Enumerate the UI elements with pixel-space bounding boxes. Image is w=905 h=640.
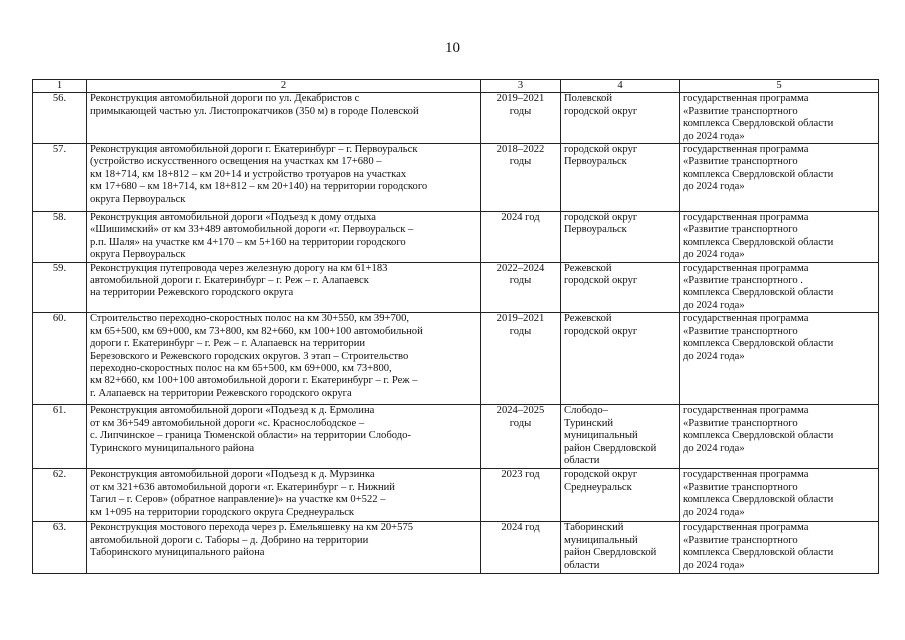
project-district-line: район Свердловской (564, 442, 657, 454)
project-description-line: Реконструкция автомобильной дороги «Подъезд к д. Ермолина (90, 405, 375, 417)
project-district-line: Режевской (564, 313, 612, 325)
project-district-line: городской округ (564, 144, 638, 156)
project-years (481, 313, 561, 405)
project-program (680, 212, 879, 263)
row-number (33, 212, 87, 263)
page-number: 10 (445, 40, 460, 56)
header-row (33, 80, 879, 93)
row-number-line: 59. (52, 262, 67, 274)
project-years-line: 2022–2024 (496, 262, 545, 274)
project-description-line: дороги г. Екатеринбург – г. Реж – г. Алапаевск на территории (90, 338, 366, 350)
table-row (33, 469, 879, 522)
project-description (87, 93, 481, 144)
table-body (33, 93, 879, 574)
project-program-line: государственная программа (683, 405, 809, 417)
project-district-line: муниципальный (564, 534, 638, 546)
project-program (680, 313, 879, 405)
project-district-line: области (564, 559, 600, 571)
project-district-line: городской округ (564, 469, 638, 481)
project-program-line: до 2024 года» (683, 559, 745, 571)
project-program-line: до 2024 года» (683, 299, 745, 311)
project-description-line: от км 321+636 автомобильной дороги «г. Екатеринбург – г. Нижний (90, 481, 395, 493)
project-program-line: государственная программа (683, 469, 809, 481)
project-description-line: Реконструкция автомобильной дороги «Подъезд к д. Мурзинка (90, 469, 375, 481)
project-description (87, 262, 481, 313)
row-number-line: 60. (52, 313, 67, 325)
project-district-line: городской округ (564, 325, 638, 337)
project-district-line: Первоуральск (564, 156, 627, 168)
project-district (561, 93, 680, 144)
project-district-line: Туринский (564, 417, 614, 429)
project-program-line: до 2024 года» (683, 181, 745, 193)
project-district-line: Режевской (564, 262, 612, 274)
project-description-line: Реконструкция мостового перехода через р. Емельяшевку на км 20+575 (90, 522, 414, 534)
project-program-line: «Развитие транспортного (683, 224, 798, 236)
project-program-line: «Развитие транспортного (683, 534, 798, 546)
column-header-5: 5 (680, 80, 879, 93)
project-program-line: комплекса Свердловской области (683, 236, 834, 248)
project-description-line: Тагил – г. Серов» (обратное направление)» на участке км 0+522 – (90, 494, 386, 506)
project-program-line: комплекса Свердловской области (683, 547, 834, 559)
column-header-4: 4 (561, 80, 680, 93)
project-program-line: государственная программа (683, 93, 809, 105)
project-district (561, 144, 680, 212)
project-program-line: государственная программа (683, 212, 809, 224)
row-number (33, 93, 87, 144)
project-program-line: «Развитие транспортного (683, 156, 798, 168)
project-description (87, 469, 481, 522)
project-description-line: г. Алапаевск на территории Режевского городского округа (90, 387, 352, 399)
row-number-line: 62. (52, 469, 67, 481)
project-description-line: Строительство переходно-скоростных полос на км 30+550, км 39+700, (90, 313, 410, 325)
row-number-line: 61. (52, 405, 67, 417)
project-program-line: до 2024 года» (683, 506, 745, 518)
project-description (87, 212, 481, 263)
column-header-2: 2 (87, 80, 481, 93)
project-program-line: до 2024 года» (683, 130, 745, 142)
table-row (33, 93, 879, 144)
project-description-line: округа Первоуральск (90, 193, 186, 205)
project-description-line: Туринского муниципального района (90, 442, 255, 454)
project-description-line: Березовского и Режевского городских округов. 3 этап – Строительство (90, 350, 409, 362)
project-description-line: км 65+500, км 69+000, км 73+800, км 82+660, км 100+100 автомобильной (90, 325, 423, 337)
project-district-line: Слободо– (564, 405, 609, 417)
project-district-line: Таборинский (564, 522, 624, 534)
project-district-line: район Свердловской (564, 547, 657, 559)
project-description-line: км 17+680 – км 18+714, км 18+812 – км 20+140) на территории городского (90, 181, 428, 193)
project-district (561, 405, 680, 469)
project-district-line: городской округ (564, 212, 638, 224)
project-program-line: комплекса Свердловской области (683, 338, 834, 350)
project-program-line: до 2024 года» (683, 442, 745, 454)
project-district (561, 469, 680, 522)
project-years-line: 2018–2022 (496, 144, 545, 156)
project-years-line: 2019–2021 (496, 313, 545, 325)
project-program-line: «Развитие транспортного . (683, 275, 803, 287)
project-years (481, 212, 561, 263)
project-description-line: (устройство искусственного освещения на участках км 17+680 – (90, 156, 382, 168)
project-district-line: городской округ (564, 275, 638, 287)
project-district (561, 262, 680, 313)
project-description-line: на территории Режевского городского округа (90, 287, 294, 299)
project-description-line: км 1+095 на территории городского округа Среднеуральск (90, 506, 355, 518)
row-number (33, 313, 87, 405)
project-years-line: годы (509, 105, 532, 117)
column-header-1: 1 (33, 80, 87, 93)
project-years-line: годы (509, 275, 532, 287)
row-number (33, 522, 87, 574)
project-years-line: годы (509, 156, 532, 168)
project-program-line: комплекса Свердловской области (683, 494, 834, 506)
column-header-3: 3 (481, 80, 561, 93)
project-years (481, 405, 561, 469)
project-district-line: Первоуральск (564, 224, 627, 236)
project-description-line: Реконструкция автомобильной дороги по ул. Декабристов с (90, 93, 360, 105)
project-program-line: комплекса Свердловской области (683, 118, 834, 130)
project-district-line: области (564, 454, 600, 466)
project-description-line: автомобильной дороги с. Таборы – д. Добрино на территории (90, 534, 369, 546)
project-district (561, 212, 680, 263)
project-description-line: переходно-скоростных полос на км 65+500, км 69+000, км 73+800, (90, 362, 392, 374)
project-program-line: государственная программа (683, 313, 809, 325)
project-description-line: «Шишимский» от км 33+489 автомобильной дороги «г. Первоуральск – (90, 224, 414, 236)
project-years-line: 2024 год (501, 522, 540, 534)
table-row (33, 144, 879, 212)
row-number-line: 58. (52, 212, 67, 224)
project-program-line: «Развитие транспортного (683, 325, 798, 337)
table-row (33, 212, 879, 263)
project-district-line: муниципальный (564, 430, 638, 442)
project-years (481, 262, 561, 313)
row-number (33, 144, 87, 212)
project-description-line: Реконструкция автомобильной дороги г. Екатеринбург – г. Первоуральск (90, 144, 418, 156)
project-description-line: р.п. Шаля» на участке км 4+170 – км 5+160 на территории городского (90, 236, 406, 248)
project-years-line: 2019–2021 (496, 93, 545, 105)
project-program (680, 469, 879, 522)
project-description-line: Таборинского муниципального района (90, 547, 265, 559)
project-district-line: Среднеуральск (564, 481, 632, 493)
project-program-line: до 2024 года» (683, 350, 745, 362)
project-years (481, 522, 561, 574)
row-number-line: 57. (52, 144, 67, 156)
project-program (680, 262, 879, 313)
project-program-line: «Развитие транспортного (683, 105, 798, 117)
project-description (87, 522, 481, 574)
table-row (33, 405, 879, 469)
row-number-line: 56. (52, 93, 67, 105)
project-program (680, 405, 879, 469)
projects-table (32, 79, 879, 574)
table-row (33, 262, 879, 313)
table-row (33, 313, 879, 405)
project-years-line: годы (509, 325, 532, 337)
project-years-line: 2024 год (501, 212, 540, 224)
project-program-line: комплекса Свердловской области (683, 168, 834, 180)
project-program-line: «Развитие транспортного (683, 417, 798, 429)
project-program (680, 144, 879, 212)
project-description-line: автомобильной дороги г. Екатеринбург – г. Реж – г. Алапаевск (90, 275, 369, 287)
row-number (33, 262, 87, 313)
project-program-line: государственная программа (683, 522, 809, 534)
project-district-line: Полевской (564, 93, 613, 105)
project-program-line: «Развитие транспортного (683, 481, 798, 493)
project-description-line: км 82+660, км 100+100 автомобильной дороги г. Екатеринбург – г. Реж – (90, 375, 418, 387)
project-years-line: годы (509, 417, 532, 429)
row-number (33, 469, 87, 522)
project-description-line: Реконструкция путепровода через железную дорогу на км 61+183 (90, 262, 388, 274)
project-program-line: государственная программа (683, 262, 809, 274)
project-years-line: 2023 год (501, 469, 540, 481)
table-row (33, 522, 879, 574)
project-district-line: городской округ (564, 105, 638, 117)
project-description (87, 313, 481, 405)
row-number-line: 63. (52, 522, 67, 534)
project-years (481, 93, 561, 144)
project-district (561, 522, 680, 574)
project-description-line: км 18+714, км 18+812 – км 20+14 и устройство тротуаров на участках (90, 168, 407, 180)
project-program (680, 93, 879, 144)
project-program (680, 522, 879, 574)
project-years (481, 144, 561, 212)
project-years (481, 469, 561, 522)
project-description-line: от км 36+549 автомобильной дороги «с. Краснослободское – (90, 417, 365, 429)
project-years-line: 2024–2025 (496, 405, 545, 417)
project-description-line: с. Липчинское – граница Тюменской области» на территории Слободо- (90, 430, 411, 442)
project-program-line: до 2024 года» (683, 249, 745, 261)
project-description-line: Реконструкция автомобильной дороги «Подъезд к дому отдыха (90, 212, 376, 224)
project-program-line: государственная программа (683, 144, 809, 156)
project-description (87, 405, 481, 469)
project-district (561, 313, 680, 405)
project-description-line: примыкающей частью ул. Листопрокатчиков (350 м) в городе Полевской (90, 105, 419, 117)
project-description-line: округа Первоуральск (90, 249, 186, 261)
project-program-line: комплекса Свердловской области (683, 287, 834, 299)
project-description (87, 144, 481, 212)
row-number (33, 405, 87, 469)
project-program-line: комплекса Свердловской области (683, 430, 834, 442)
